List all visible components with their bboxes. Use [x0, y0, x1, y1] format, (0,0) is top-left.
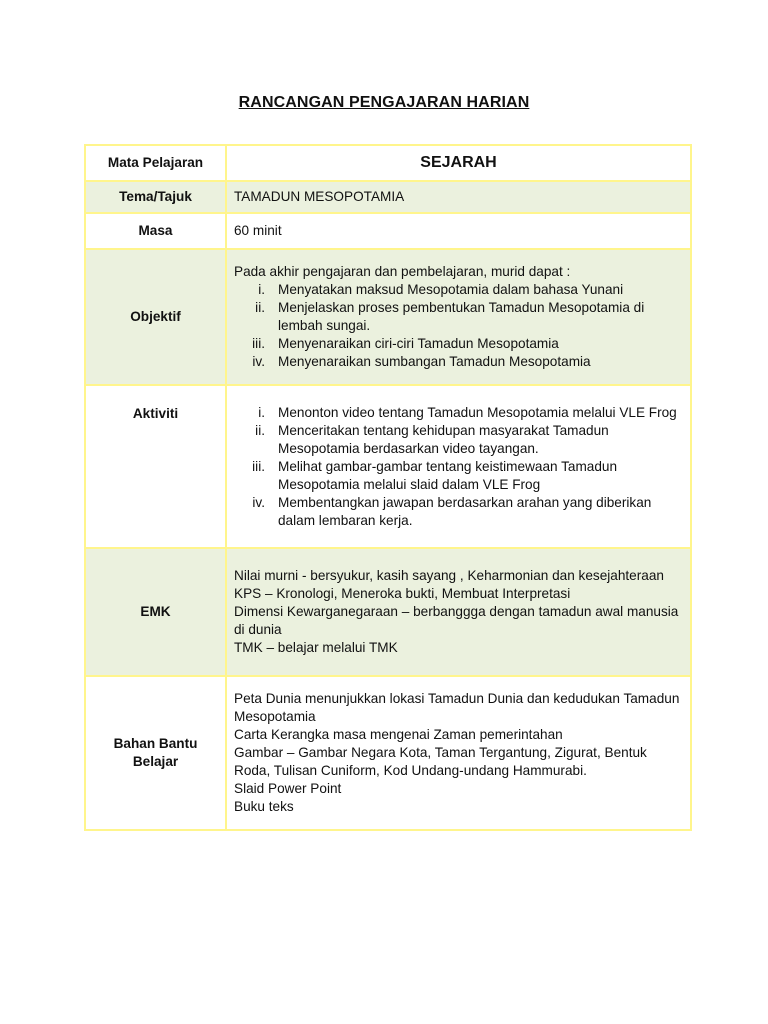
- emk-line: KPS – Kronologi, Meneroka bukti, Membuat Interpretasi: [234, 586, 571, 601]
- row-bahan-bantu-belajar: [85, 676, 691, 830]
- list-item: iv. Membentangkan jawapan berdasarkan arahan yang diberikan dalam lembaran kerja.: [252, 494, 652, 528]
- objektif-list: [234, 281, 684, 371]
- bahan-line: Buku teks: [234, 799, 294, 814]
- emk-cell: [226, 548, 691, 676]
- list-item: ii. Menceritakan tentang kehidupan masyarakat Tamadun Mesopotamia berdasarkan video tayangan.: [255, 422, 609, 456]
- aktiviti-cell: [226, 385, 691, 548]
- objektif-cell: [226, 249, 691, 385]
- bahan-line: Slaid Power Point: [234, 781, 342, 796]
- list-item: iii. Melihat gambar-gambar tentang keistimewaan Tamadun Mesopotamia melalui slaid dalam VLE Frog: [252, 458, 618, 492]
- row-tema-tajuk: [85, 181, 691, 213]
- emk-line: TMK – belajar melalui TMK: [234, 640, 398, 655]
- label-bahan-bantu-belajar: Bahan Bantu Belajar: [85, 676, 226, 830]
- list-item: i. Menyatakan maksud Mesopotamia dalam bahasa Yunani: [258, 282, 624, 297]
- label-objektif: Objektif: [85, 249, 226, 385]
- list-item: ii. Menjelaskan proses pembentukan Tamadun Mesopotamia di lembah sungai.: [255, 300, 645, 333]
- aktiviti-list: [234, 404, 684, 530]
- emk-line: Dimensi Kewarganegaraan – berbanggga dengan tamadun awal manusia di dunia: [234, 604, 679, 637]
- bahan-line: Peta Dunia menunjukkan lokasi Tamadun Dunia dan kedudukan Tamadun Mesopotamia: [234, 691, 680, 724]
- bahan-cell: [226, 676, 691, 830]
- bahan-line: Gambar – Gambar Negara Kota, Taman Tergantung, Zigurat, Bentuk Roda, Tulisan Cuniform, Kod Undang-undang Hammurabi.: [234, 745, 647, 778]
- lesson-plan-table: [84, 144, 692, 831]
- row-objektif: [85, 249, 691, 385]
- value-masa: 60 minit: [226, 213, 691, 249]
- row-aktiviti: [85, 385, 691, 548]
- list-item: i. Menonton video tentang Tamadun Mesopotamia melalui VLE Frog: [258, 404, 677, 420]
- label-aktiviti: Aktiviti: [85, 385, 226, 548]
- row-masa: [85, 213, 691, 249]
- value-subject: SEJARAH: [226, 145, 691, 181]
- page-title: RANCANGAN PENGAJARAN HARIAN: [238, 94, 530, 111]
- list-item: iii. Menyenaraikan ciri-ciri Tamadun Mesopotamia: [252, 336, 559, 351]
- emk-line: Nilai murni - bersyukur, kasih sayang , Keharmonian dan kesejahteraan: [234, 568, 664, 583]
- bahan-line: Carta Kerangka masa mengenai Zaman pemerintahan: [234, 727, 563, 742]
- row-mata-pelajaran: [85, 145, 691, 181]
- label-masa: Masa: [85, 213, 226, 249]
- label-mata-pelajaran: Mata Pelajaran: [85, 145, 226, 181]
- value-tema: TAMADUN MESOPOTAMIA: [226, 181, 691, 213]
- label-tema-tajuk: Tema/Tajuk: [85, 181, 226, 213]
- row-emk: [85, 548, 691, 676]
- objektif-intro: Pada akhir pengajaran dan pembelajaran, murid dapat :: [234, 264, 571, 279]
- list-item: iv. Menyenaraikan sumbangan Tamadun Mesopotamia: [252, 354, 591, 369]
- label-emk: EMK: [85, 548, 226, 676]
